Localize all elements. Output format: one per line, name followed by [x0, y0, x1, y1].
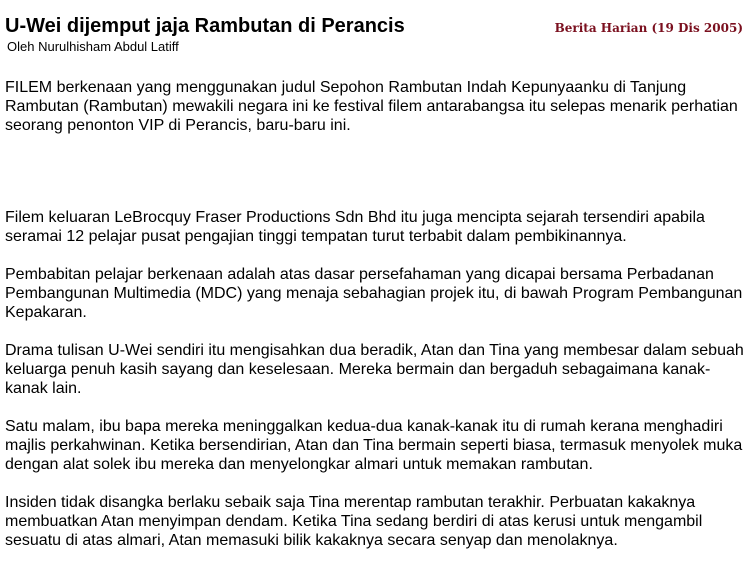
article-title: U-Wei dijemput jaja Rambutan di Perancis [5, 15, 405, 37]
article-paragraph: FILEM berkenaan yang menggunakan judul Sepohon Rambutan Indah Kepunyaanku di Tanjung Rambutan (Rambutan) mewakili negara ini ke festival filem antarabangsa itu selepas menarik perhatian seorang penonton VIP di Perancis, baru-baru ini. [5, 79, 738, 134]
article-source: Berita Harian (19 Dis 2005) [554, 21, 743, 35]
article-body [5, 78, 749, 550]
article-paragraph: Pembabitan pelajar berkenaan adalah atas dasar persefahaman yang dicapai bersama Perbadanan Pembangunan Multimedia (MDC) yang menaja sebahagian projek itu, di bawah Program Pembangunan Kepakaran. [5, 266, 743, 321]
article-paragraph: Drama tulisan U-Wei sendiri itu mengisahkan dua beradik, Atan dan Tina yang membesar dalam sebuah keluarga penuh kasih sayang dan keselesaan. Mereka bermain dan bergaduh sebagaimana kanak-kanak lain. [5, 342, 744, 397]
article-header [0, 0, 752, 60]
article-paragraph: Satu malam, ibu bapa mereka meninggalkan kedua-dua kanak-kanak itu di rumah kerana menghadiri majlis perkahwinan. Ketika bersendirian, Atan dan Tina bermain seperti biasa, termasuk menyolek muka dengan alat solek ibu mereka dan menyelongkar almari untuk memakan rambutan. [5, 418, 743, 473]
article-paragraph: Insiden tidak disangka berlaku sebaik saja Tina merentap rambutan terakhir. Perbuatan kakaknya membuatkan Atan menyimpan dendam. Ketika Tina sedang berdiri di atas kerusi untuk mengambil sesuatu di atas almari, Atan memasuki bilik kakaknya secara senyap dan menolaknya. [5, 494, 703, 549]
article-author: Oleh Nurulhisham Abdul Latiff [7, 39, 179, 54]
article-paragraph: Filem keluaran LeBrocquy Fraser Productions Sdn Bhd itu juga mencipta sejarah tersendiri apabila seramai 12 pelajar pusat pengajian tinggi tempatan turut terbabit dalam pembikinannya. [5, 209, 705, 245]
